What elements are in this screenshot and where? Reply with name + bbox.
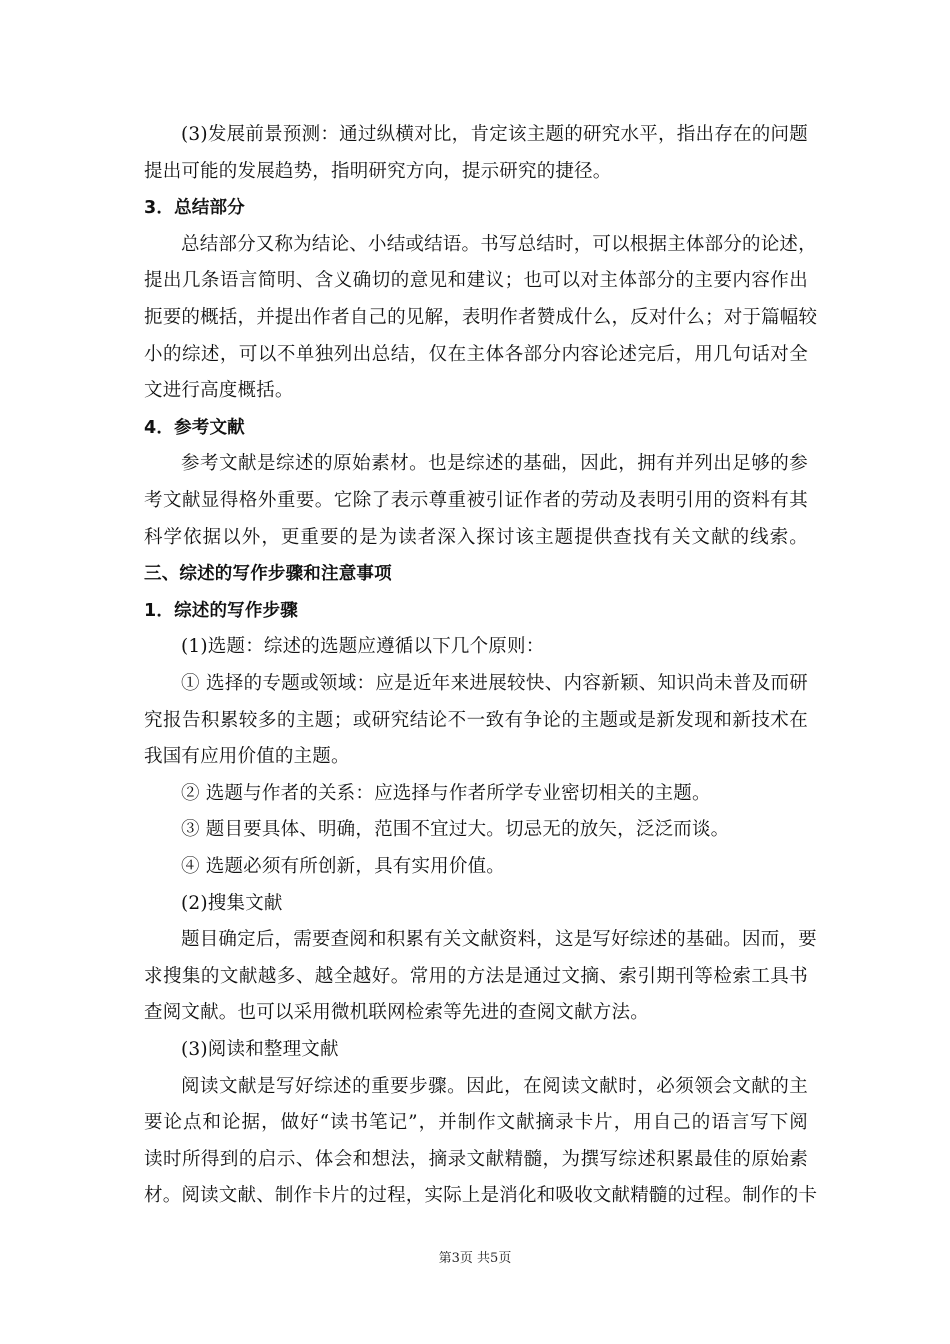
text-line: 科学依据以外，更重要的是为读者深入探讨该主题提供查找有关文献的线索。 xyxy=(144,526,808,548)
text-line: 材。阅读文献、制作卡片的过程，实际上是消化和吸收文献精髓的过程。制作的卡 xyxy=(144,1185,818,1207)
text-line: (1)选题：综述的选题应遵循以下几个原则： xyxy=(181,636,545,658)
text-line: 参考文献是综述的原始素材。也是综述的基础，因此，拥有并列出足够的参 xyxy=(181,453,808,475)
text-line: (3)阅读和整理文献 xyxy=(181,1039,339,1060)
text-line: 扼要的概括，并提出作者自己的见解，表明作者赞成什么，反对什么；对于篇幅较 xyxy=(144,307,818,328)
section-heading: 1．综述的写作步骤 xyxy=(144,600,298,621)
text-line: 考文献显得格外重要。它除了表示尊重被引证作者的劳动及表明引用的资料有其 xyxy=(144,490,808,511)
text-line: 读时所得到的启示、体会和想法，摘录文献精髓，为撰写综述积累最佳的原始素 xyxy=(144,1148,808,1170)
section-heading: 3．总结部分 xyxy=(144,198,245,219)
text-line: ③ 题目要具体、明确，范围不宜过大。切忌无的放矢，泛泛而谈。 xyxy=(181,819,730,841)
section-heading: 三、综述的写作步骤和注意事项 xyxy=(144,564,392,585)
text-line: ① 选择的专题或领域：应是近年来进展较快、内容新颖、知识尚未普及而研 xyxy=(181,673,808,694)
text-line: 要论点和论据，做好“读书笔记”，并制作文献摘录卡片，用自己的语言写下阅 xyxy=(144,1112,808,1134)
text-line: (2)搜集文献 xyxy=(181,892,283,914)
text-line: 文进行高度概括。 xyxy=(144,380,294,402)
text-line: ④ 选题必须有所创新，具有实用价值。 xyxy=(181,856,505,877)
section-heading: 4．参考文献 xyxy=(144,417,245,438)
text-line: 提出几条语言简明、含义确切的意见和建议；也可以对主体部分的主要内容作出 xyxy=(144,270,808,292)
page-footer: 第3页 共5页 xyxy=(438,1251,512,1266)
text-line: 阅读文献是写好综述的重要步骤。因此，在阅读文献时，必须领会文献的主 xyxy=(181,1075,808,1097)
text-line: 查阅文献。也可以采用微机联网检索等先进的查阅文献方法。 xyxy=(144,1002,649,1024)
text-line: 小的综述，可以不单独列出总结，仅在主体各部分内容论述完后，用几句话对全 xyxy=(144,343,808,365)
text-line: 题目确定后，需要查阅和积累有关文献资料，这是写好综述的基础。因而，要 xyxy=(181,929,817,951)
text-line: (3)发展前景预测：通过纵横对比，肯定该主题的研究水平，指出存在的问题 xyxy=(181,124,808,145)
text-line: 提出可能的发展趋势，指明研究方向，提示研究的捷径。 xyxy=(144,160,612,182)
text-line: 究报告积累较多的主题；或研究结论不一致有争论的主题或是新发现和新技术在 xyxy=(144,709,808,731)
text-line: 总结部分又称为结论、小结或结语。书写总结时，可以根据主体部分的论述， xyxy=(181,233,817,255)
text-line: 求搜集的文献越多、越全越好。常用的方法是通过文摘、索引期刊等检索工具书 xyxy=(144,965,808,987)
text-line: ② 选题与作者的关系：应选择与作者所学专业密切相关的主题。 xyxy=(181,782,711,804)
text-line: 我国有应用价值的主题。 xyxy=(144,746,350,768)
